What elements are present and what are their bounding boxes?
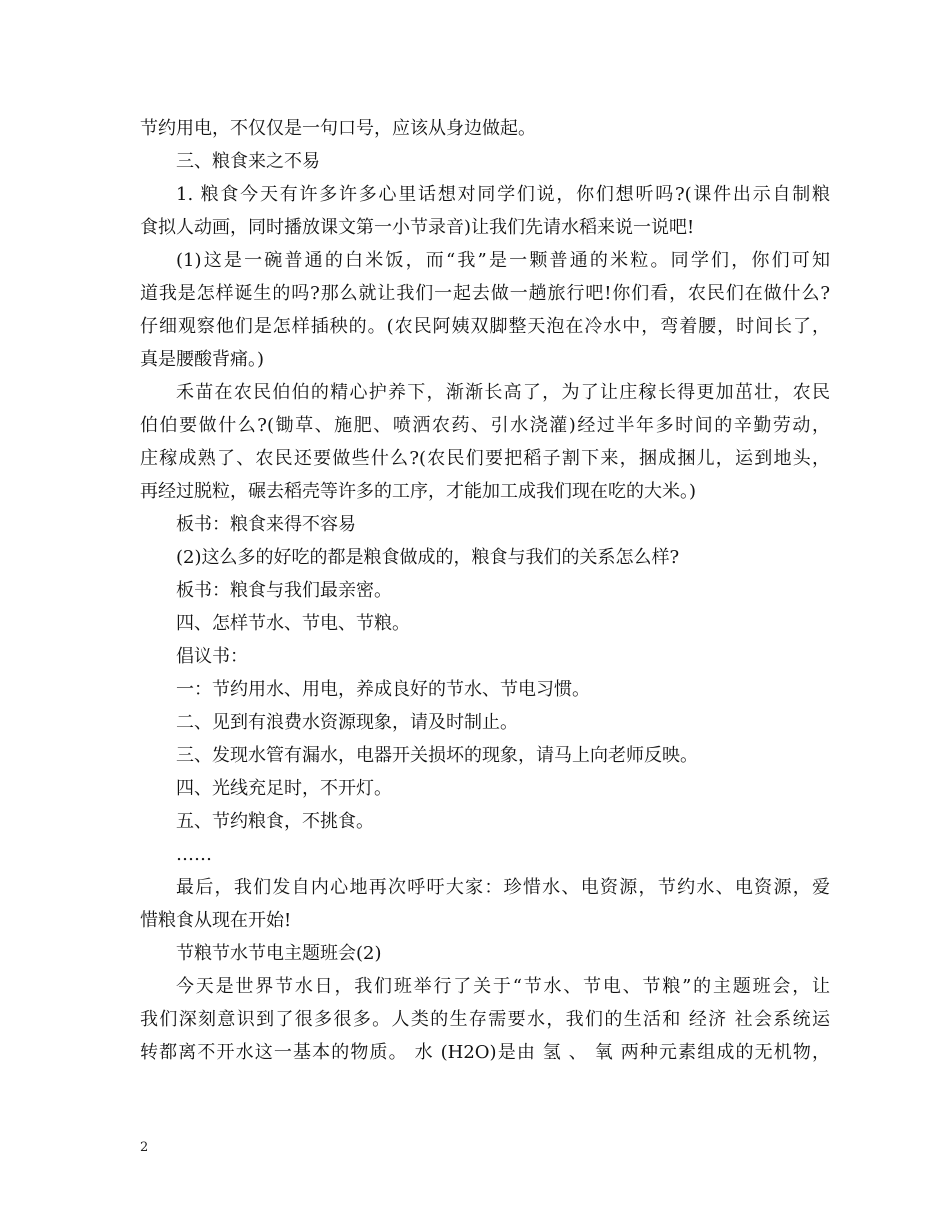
text-line: 食拟人动画，同时播放课文第一小节录音)让我们先请水稻来说一说吧! <box>140 217 695 238</box>
text-line: (2)这么多的好吃的都是粮食做成的，粮食与我们的关系怎么样? <box>176 547 680 568</box>
text-line: 节约用电，不仅仅是一句口号，应该从身边做起。 <box>140 118 536 139</box>
page-number: 2 <box>140 1140 149 1155</box>
section-heading: 三、粮食来之不易 <box>176 151 320 172</box>
text-line: 最后，我们发自内心地再次呼吁大家：珍惜水、电资源，节约水、电资源，爱 <box>176 877 830 898</box>
list-item: 四、光线充足时，不开灯。 <box>176 778 392 799</box>
text-line: 今天是世界节水日，我们班举行了关于“节水、节电、节粮”的主题班会，让 <box>176 976 830 997</box>
ellipsis-text: …… <box>176 844 212 865</box>
section-heading: 四、怎样节水、节电、节粮。 <box>176 613 410 634</box>
text-line: 庄稼成熟了、农民还要做些什么?(农民们要把稻子割下来，捆成捆儿，运到地头， <box>140 448 830 469</box>
list-item: 二、见到有浪费水资源现象，请及时制止。 <box>176 712 518 733</box>
text-line: (1)这是一碗普通的白米饭，而“我”是一颗普通的米粒。同学们，你们可知 <box>176 250 830 271</box>
text-line: 再经过脱粒，碾去稻壳等许多的工序，才能加工成我们现在吃的大米。) <box>140 481 697 502</box>
list-item: 五、节约粮食，不挑食。 <box>176 811 374 832</box>
text-line: 板书：粮食来得不容易 <box>176 514 356 535</box>
text-line: 伯伯要做什么?(锄草、施肥、喷洒农药、引水浇灌)经过半年多时间的辛勤劳动， <box>140 415 830 436</box>
text-line: 转都离不开水这一基本的物质。 水 (H2O)是由 氢 、 氧 两种元素组成的无机物， <box>140 1042 830 1063</box>
text-line: 倡议书： <box>176 646 248 667</box>
text-line: 真是腰酸背痛。) <box>140 349 265 370</box>
text-line: 惜粮食从现在开始! <box>140 910 292 931</box>
text-line: 禾苗在农民伯伯的精心护养下，渐渐长高了，为了让庄稼长得更加茁壮，农民 <box>176 382 830 403</box>
text-line: 仔细观察他们是怎样插秧的。(农民阿姨双脚整天泡在冷水中，弯着腰，时间长了， <box>140 316 830 337</box>
section-heading: 节粮节水节电主题班会(2) <box>176 943 382 964</box>
text-line: 板书：粮食与我们最亲密。 <box>176 580 392 601</box>
text-line: 道我是怎样诞生的吗?那么就让我们一起去做一趟旅行吧!你们看，农民们在做什么? <box>140 283 830 304</box>
list-item: 三、发现水管有漏水，电器开关损坏的现象，请马上向老师反映。 <box>176 745 698 766</box>
list-item: 一：节约用水、用电，养成良好的节水、节电习惯。 <box>176 679 590 700</box>
text-line: 我们深刻意识到了很多很多。人类的生存需要水，我们的生活和 经济 社会系统运 <box>140 1009 830 1030</box>
text-line: 1. 粮食今天有许多许多心里话想对同学们说，你们想听吗?(课件出示自制粮 <box>176 184 830 205</box>
